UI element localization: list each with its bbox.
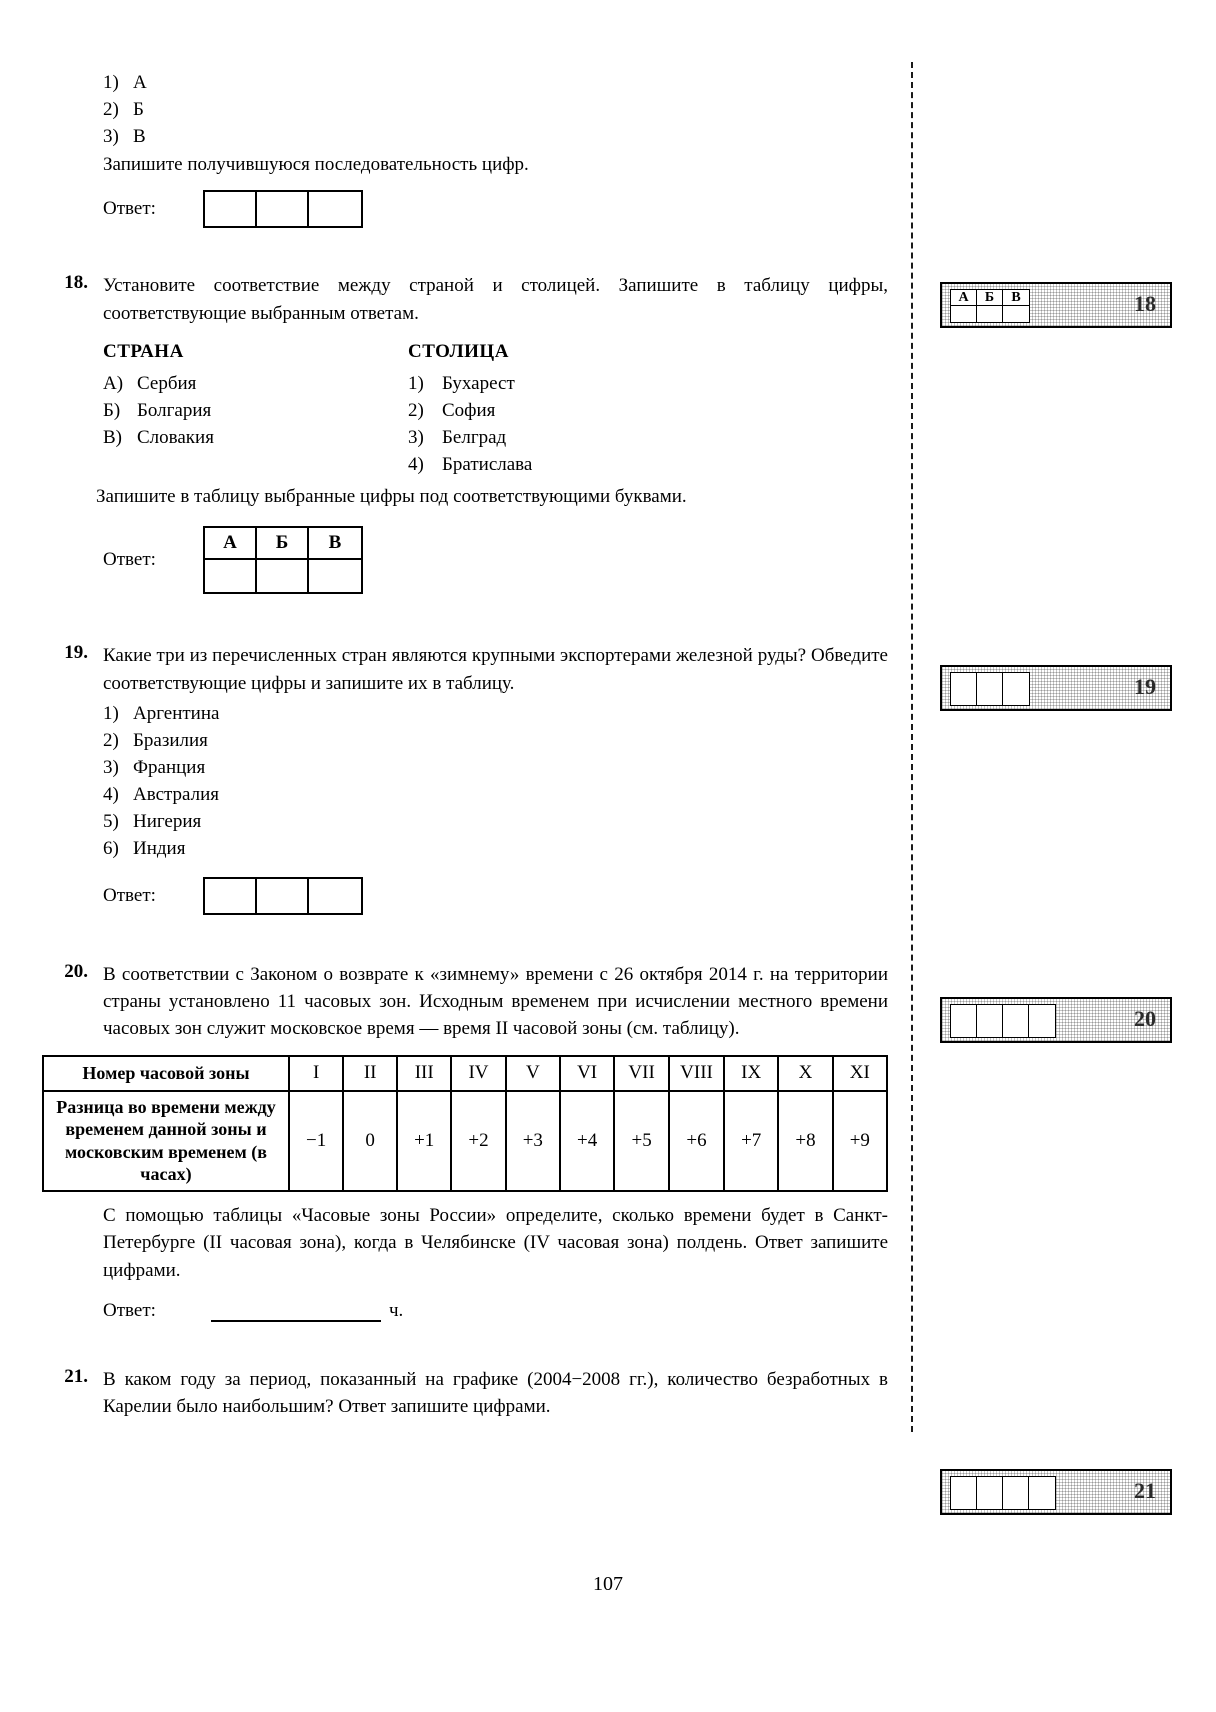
margin-question-number: 21 [1134, 1478, 1156, 1503]
margin-question-number: 18 [1134, 291, 1156, 316]
zone-cell: V [506, 1056, 560, 1091]
margin-question-number: 19 [1134, 674, 1156, 699]
diff-cell: +6 [669, 1091, 724, 1191]
margin-answer-cell[interactable] [951, 1005, 977, 1037]
option-text: Индия [133, 837, 186, 859]
option-label: 1) [103, 72, 119, 93]
item-text: Братислава [442, 453, 533, 475]
item-label: 3) [408, 426, 424, 448]
diff-cell: +8 [778, 1091, 832, 1191]
item-label: В) [103, 426, 122, 448]
question-19-number: 19. [64, 642, 88, 664]
zone-cell: III [397, 1056, 451, 1091]
option-text: Нигерия [133, 810, 202, 832]
option-text: Б [133, 98, 144, 120]
answer-grid-header: Б [257, 528, 309, 560]
answer-blank-line[interactable] [211, 1300, 381, 1322]
margin-divider [911, 62, 913, 1432]
option-label: 5) [103, 810, 119, 832]
answer-grid-input-row[interactable] [205, 560, 361, 592]
answer-cell[interactable] [309, 560, 361, 592]
question-20-number: 20. [64, 960, 88, 982]
margin-answer-cells[interactable] [950, 672, 1030, 706]
question-18-text: Установите соответствие между страной и столицей. Запишите в таблицу цифры, соответствующие выбранным ответам. [103, 275, 888, 324]
zone-cell: I [289, 1056, 343, 1091]
zone-cell: VIII [669, 1056, 724, 1091]
main-text-column [48, 70, 888, 1421]
margin-answer-cell[interactable] [1029, 1005, 1055, 1037]
margin-answer-cell[interactable] [1003, 1005, 1029, 1037]
zone-cell: VI [560, 1056, 614, 1091]
answer-cell[interactable] [205, 879, 257, 913]
margin-answer-box-18[interactable] [940, 282, 1172, 328]
answer-label: Ответ: [103, 198, 156, 220]
item-text: Бухарест [442, 372, 515, 394]
list-item [103, 124, 888, 151]
margin-answer-cell[interactable] [951, 290, 977, 322]
option-label: 3) [103, 756, 119, 778]
answer-cell[interactable] [309, 192, 361, 226]
question-21 [48, 1366, 888, 1421]
top-question-options [103, 70, 888, 151]
list-item [408, 398, 808, 425]
answer-label: Ответ: [103, 1299, 156, 1321]
table-header-time-difference: Разница во времени между временем данной зоны и московским временем (в часах) [43, 1091, 289, 1191]
option-text: Австралия [133, 783, 220, 805]
margin-answer-cell[interactable] [977, 1005, 1003, 1037]
item-text: София [442, 399, 496, 421]
question-18-answer-row [103, 526, 888, 594]
margin-answer-cell[interactable] [1029, 1477, 1055, 1509]
item-text: Болгария [137, 399, 212, 421]
question-20-followup: С помощью таблицы «Часовые зоны России» определите, сколько времени будет в Санкт-Петербурге (II часовая зона), когда в Челябинске (IV часовая зона) полдень. Ответ запишите цифрами. [103, 1204, 888, 1281]
question-18 [48, 272, 888, 594]
option-label: 4) [103, 783, 119, 805]
question-19-options [103, 701, 888, 863]
option-text: Франция [133, 756, 206, 778]
option-text: Аргентина [133, 702, 220, 724]
question-18-match-lists [103, 341, 888, 479]
match-list-capital [408, 371, 808, 479]
item-text: Словакия [137, 426, 214, 448]
answer-cell[interactable] [205, 560, 257, 592]
list-item[interactable] [103, 728, 888, 755]
question-19-text: Какие три из перечисленных стран являются крупными экспортерами железной руды? Обведите соответствующие цифры и запишите их в таблицу. [103, 645, 888, 694]
margin-answer-cell[interactable] [977, 1477, 1003, 1509]
diff-cell: +7 [724, 1091, 778, 1191]
list-item[interactable] [103, 755, 888, 782]
list-item [103, 97, 888, 124]
answer-cell[interactable] [257, 560, 309, 592]
margin-cell-header: А [951, 290, 976, 306]
margin-question-number: 20 [1134, 1006, 1156, 1031]
table-row [43, 1056, 887, 1091]
question-19 [48, 642, 888, 915]
answer-grid-header-row [205, 528, 361, 560]
list-item [408, 425, 808, 452]
match-column-capital [408, 341, 808, 479]
diff-cell: −1 [289, 1091, 343, 1191]
question-20 [48, 961, 888, 1322]
option-label: 2) [103, 729, 119, 751]
option-label: 3) [103, 125, 119, 147]
answer-unit: ч. [389, 1299, 404, 1321]
option-label: 6) [103, 837, 119, 859]
zone-cell: XI [833, 1056, 887, 1091]
item-label: 1) [408, 372, 424, 394]
match-heading-country: СТРАНА [103, 340, 184, 362]
diff-cell: +5 [614, 1091, 669, 1191]
top-question-instruction: Запишите получившуюся последовательность цифр. [103, 153, 529, 175]
option-text: А [133, 72, 147, 93]
diff-cell: +2 [451, 1091, 505, 1191]
answer-cell[interactable] [309, 879, 361, 913]
zone-cell: VII [614, 1056, 669, 1091]
diff-cell: +3 [506, 1091, 560, 1191]
answer-grid-header: А [205, 528, 257, 560]
margin-answer-cell[interactable] [1003, 1477, 1029, 1509]
answer-grid-header: В [309, 528, 361, 560]
list-item [103, 425, 408, 452]
margin-answer-cell[interactable] [1003, 290, 1029, 322]
option-label: 2) [103, 98, 119, 120]
margin-answer-cell[interactable] [951, 1477, 977, 1509]
item-label: 4) [408, 453, 424, 475]
question-21-text: В каком году за период, показанный на графике (2004−2008 гг.), количество безработных в Карелии было наибольшим? Ответ запишите цифрами. [103, 1368, 888, 1418]
answer-cell[interactable] [257, 192, 309, 226]
diff-cell: +9 [833, 1091, 887, 1191]
margin-cell-header: В [1003, 290, 1029, 306]
match-list-country [103, 371, 408, 452]
zone-cell: X [778, 1056, 832, 1091]
match-column-country [103, 341, 408, 479]
item-label: Б) [103, 399, 121, 421]
diff-cell: +1 [397, 1091, 451, 1191]
page-number: 107 [593, 1573, 623, 1595]
list-item[interactable] [103, 701, 888, 728]
margin-answer-cells[interactable] [950, 1476, 1056, 1510]
zone-cell: IX [724, 1056, 778, 1091]
match-heading-capital: СТОЛИЦА [408, 340, 509, 362]
zone-cell: IV [451, 1056, 505, 1091]
list-item [408, 371, 808, 398]
top-question-answer-row [103, 190, 888, 228]
list-item [408, 452, 808, 479]
margin-answer-cell[interactable] [977, 673, 1003, 705]
margin-answer-box-21[interactable] [940, 1469, 1172, 1515]
question-20-answer-row [103, 1300, 888, 1322]
answer-grid[interactable] [203, 526, 363, 594]
item-label: А) [103, 372, 124, 394]
list-item[interactable] [103, 809, 888, 836]
time-zone-table [42, 1055, 888, 1192]
list-item [103, 371, 408, 398]
list-item [103, 398, 408, 425]
margin-answer-cell[interactable] [977, 290, 1003, 322]
margin-answer-cells[interactable] [950, 289, 1030, 323]
margin-answer-box-19[interactable] [940, 665, 1172, 711]
margin-cell-header: Б [977, 290, 1002, 306]
answer-cell[interactable] [205, 192, 257, 226]
diff-cell: 0 [343, 1091, 397, 1191]
list-item[interactable] [103, 836, 888, 863]
margin-answer-cell[interactable] [1003, 673, 1029, 705]
question-18-instruction: Запишите в таблицу выбранные цифры под соответствующими буквами. [96, 485, 687, 507]
answer-label: Ответ: [103, 884, 156, 906]
question-18-number: 18. [64, 272, 88, 294]
option-text: Бразилия [133, 729, 208, 751]
list-item [103, 70, 888, 97]
question-21-number: 21. [64, 1365, 88, 1387]
answer-input-boxes[interactable] [203, 190, 363, 228]
answer-cell[interactable] [257, 879, 309, 913]
answer-label: Ответ: [103, 549, 156, 571]
item-label: 2) [408, 399, 424, 421]
question-19-answer-row [103, 877, 888, 915]
diff-cell: +4 [560, 1091, 614, 1191]
answer-input-boxes[interactable] [203, 877, 363, 915]
table-header-zone-number: Номер часовой зоны [43, 1056, 289, 1091]
item-text: Сербия [137, 372, 197, 394]
zone-cell: II [343, 1056, 397, 1091]
list-item[interactable] [103, 782, 888, 809]
margin-answer-cells[interactable] [950, 1004, 1056, 1038]
margin-answer-box-20[interactable] [940, 997, 1172, 1043]
item-text: Белград [442, 426, 507, 448]
option-text: В [133, 125, 146, 147]
table-row [43, 1091, 887, 1191]
top-question-block [103, 70, 888, 228]
margin-answer-cell[interactable] [951, 673, 977, 705]
question-20-text: В соответствии с Законом о возврате к «зимнему» времени с 26 октября 2014 г. на территории страны установлено 11 часовых зон. Исходным временем при исчислении местного времени часовых зон служит московское время — время II часовой зоны (см. таблицу). [103, 963, 888, 1040]
option-label: 1) [103, 702, 119, 724]
